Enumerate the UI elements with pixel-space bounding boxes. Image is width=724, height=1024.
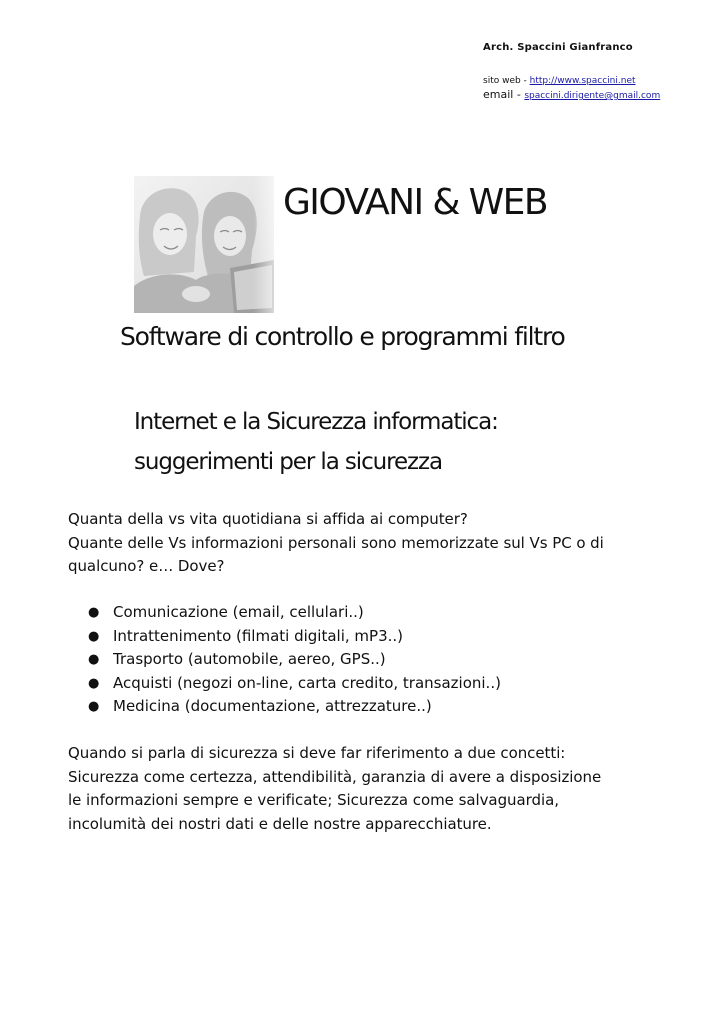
intro-line-3: qualcuno? e… Dove? bbox=[68, 557, 225, 575]
girls-at-computer-photo bbox=[134, 176, 274, 313]
list-item-text: Comunicazione (email, cellulari..) bbox=[113, 603, 364, 621]
list-item bbox=[68, 695, 668, 719]
document-header bbox=[483, 42, 718, 103]
bullet-icon: ● bbox=[88, 605, 100, 620]
page-title: GIOVANI & WEB bbox=[283, 182, 547, 223]
intro-paragraph bbox=[68, 508, 668, 579]
list-item-text: Intrattenimento (filmati digitali, mP3..) bbox=[113, 626, 404, 645]
list-item-text: Acquisti (negozi on-line, carta credito, transazioni..) bbox=[113, 673, 501, 692]
email-link[interactable]: spaccini.dirigente@gmail.com bbox=[524, 91, 661, 101]
email-line bbox=[483, 88, 718, 103]
bullet-icon: ● bbox=[88, 628, 100, 644]
list-item-text: Trasporto (automobile, aereo, GPS..) bbox=[113, 650, 386, 668]
closing-line-1: Quando si parla di sicurezza si deve far riferimento a due concetti: bbox=[68, 744, 566, 762]
email-label: email - bbox=[483, 88, 525, 101]
closing-paragraph bbox=[68, 742, 668, 836]
author-name: Arch. Spaccini Gianfranco bbox=[483, 42, 633, 53]
subtitle: Software di controllo e programmi filtro bbox=[120, 322, 565, 351]
section-title-line-1: Internet e la Sicurezza informatica: bbox=[134, 409, 498, 435]
website-line bbox=[483, 75, 718, 88]
photo-illustration bbox=[134, 176, 274, 313]
closing-line-3: le informazioni sempre e verificate; Sicurezza come salvaguardia, bbox=[68, 791, 559, 809]
list-item bbox=[68, 601, 668, 625]
list-item-text: Medicina (documentazione, attrezzature..) bbox=[113, 697, 432, 715]
section-title bbox=[134, 402, 498, 482]
bullet-icon: ● bbox=[88, 652, 100, 667]
website-link[interactable]: http://www.spaccini.net bbox=[529, 76, 636, 86]
bullet-icon: ● bbox=[88, 699, 100, 714]
usage-list bbox=[68, 601, 668, 719]
section-title-line-2: suggerimenti per la sicurezza bbox=[134, 449, 442, 475]
intro-line-1: Quanta della vs vita quotidiana si affida ai computer? bbox=[68, 510, 468, 528]
intro-line-2: Quante delle Vs informazioni personali sono memorizzate sul Vs PC o di bbox=[68, 533, 604, 552]
closing-line-2: Sicurezza come certezza, attendibilità, garanzia di avere a disposizione bbox=[68, 767, 602, 786]
bullet-icon: ● bbox=[88, 675, 100, 691]
list-item bbox=[68, 625, 668, 649]
list-item bbox=[68, 672, 668, 696]
list-item bbox=[68, 648, 668, 672]
closing-line-4: incolumità dei nostri dati e delle nostre apparecchiature. bbox=[68, 814, 492, 833]
website-label: sito web - bbox=[483, 76, 530, 86]
